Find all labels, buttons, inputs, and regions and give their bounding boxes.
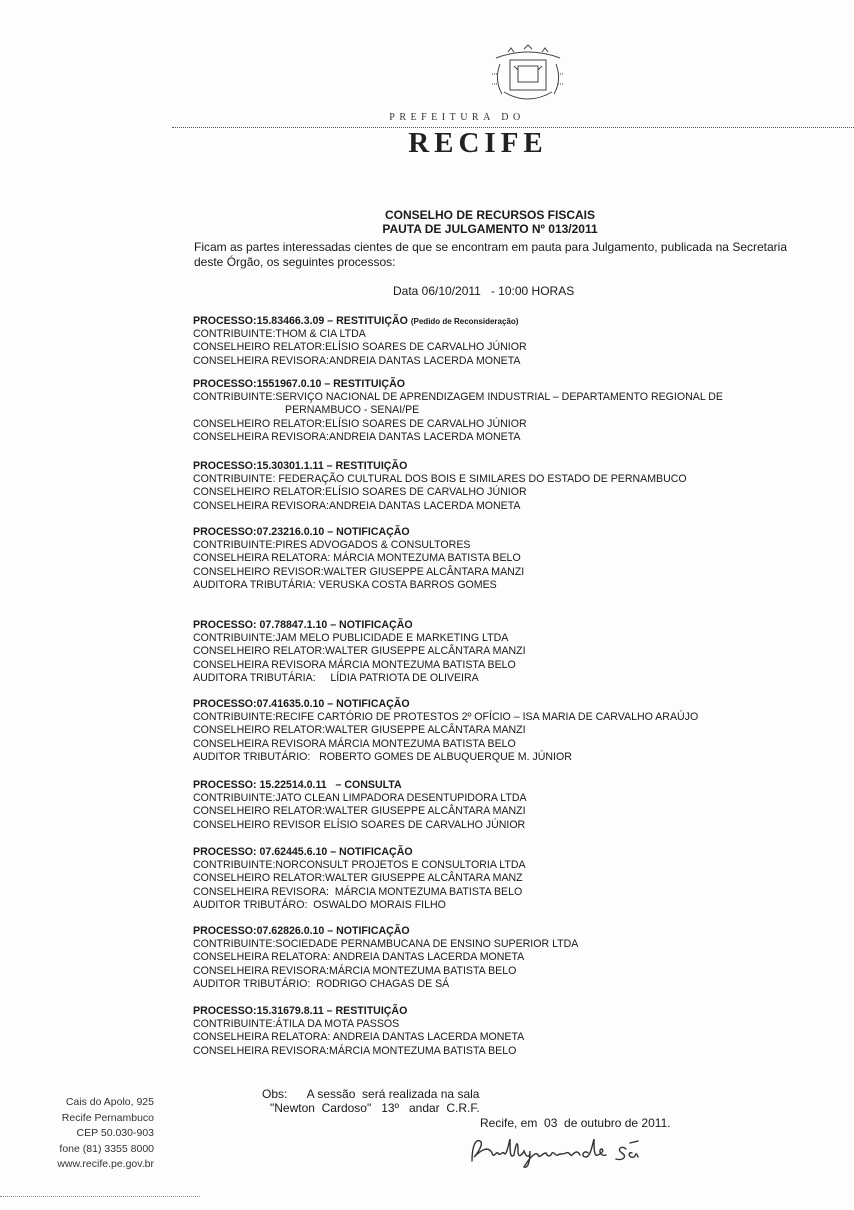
process-line: CONSELHEIRA REVISORA MÁRCIA MONTEZUMA BATISTA BELO [193, 737, 516, 750]
address-block [32, 1095, 154, 1173]
process-line: CONTRIBUINTE:NORCONSULT PROJETOS E CONSULTORIA LTDA [193, 859, 526, 872]
process-line: CONTRIBUINTE: FEDERAÇÃO CULTURAL DOS BOIS E SIMILARES DO ESTADO DE PERNAMBUCO [193, 473, 687, 486]
process-line: CONSELHEIRO REVISOR ELÍSIO SOARES DE CARVALHO JÚNIOR [193, 818, 526, 831]
dateline: Recife, em 03 de outubro de 2011. [480, 1116, 671, 1130]
process-line: CONTRIBUINTE:THOM & CIA LTDA [193, 328, 366, 341]
process-line: CONSELHEIRO RELATOR:ELÍSIO SOARES DE CARVALHO JÚNIOR [193, 486, 527, 499]
process-title: PROCESSO: 07.62445.6.10 – NOTIFICAÇÃO [193, 846, 413, 858]
process-entry [193, 925, 803, 991]
process-line: CONSELHEIRO REVISOR:WALTER GIUSEPPE ALCÂNTARA MANZI [193, 565, 525, 578]
process-line: CONSELHEIRA REVISORA:MÁRCIA MONTEZUMA BATISTA BELO [193, 964, 517, 977]
process-line: CONTRIBUINTE:PIRES ADVOGADOS & CONSULTORES [193, 539, 471, 552]
footer-divider [0, 1196, 200, 1197]
process-entry [193, 315, 803, 368]
process-note: (Pedido de Reconsideração) [410, 317, 519, 326]
process-line: AUDITOR TRIBUTÁRIO: RODRIGO CHAGAS DE SÁ [193, 977, 450, 990]
process-line: CONTRIBUINTE:ÁTILA DA MOTA PASSOS [193, 1018, 400, 1031]
agenda-title: PAUTA DE JULGAMENTO Nº 013/2011 [382, 222, 598, 236]
process-line: AUDITOR TRIBUTÁRIO: ROBERTO GOMES DE ALBUQUERQUE M. JÚNIOR [193, 750, 572, 763]
process-entry [193, 378, 803, 444]
process-line: CONSELHEIRO RELATOR:WALTER GIUSEPPE ALCÂNTARA MANZI [193, 645, 526, 658]
process-line: CONSELHEIRA RELATORA: ANDREIA DANTAS LACERDA MONETA [193, 951, 525, 964]
process-line: CONTRIBUINTE:SERVIÇO NACIONAL DE APRENDIZAGEM INDUSTRIAL – DEPARTAMENTO REGIONAL DE [193, 391, 723, 404]
process-title: PROCESSO:07.41635.0.10 – NOTIFICAÇÃO [193, 698, 410, 710]
council-name: CONSELHO DE RECURSOS FISCAIS [384, 208, 596, 222]
address-line: www.recife.pe.gov.br [57, 1158, 154, 1170]
process-line: CONTRIBUINTE:JAM MELO PUBLICIDADE E MARKETING LTDA [193, 632, 509, 645]
process-line: CONTRIBUINTE:SOCIEDADE PERNAMBUCANA DE ENSINO SUPERIOR LTDA [193, 938, 579, 951]
process-line: CONSELHEIRA REVISORA:MÁRCIA MONTEZUMA BATISTA BELO [193, 1044, 517, 1057]
handwritten-signature [466, 1131, 676, 1173]
process-title: PROCESSO: 15.22514.0.11 – CONSULTA [193, 779, 402, 791]
process-entry [193, 698, 803, 764]
address-line: Cais do Apolo, 925 [65, 1096, 154, 1108]
process-line: CONSELHEIRA REVISORA:ANDREIA DANTAS LACERDA MONETA [193, 354, 521, 367]
document-heading [0, 208, 854, 236]
intro-paragraph: Ficam as partes interessadas cientes de que se encontram em pauta para Julgamento, publicada na Secretaria deste Órgão, os seguintes processos: [194, 240, 788, 269]
process-title: PROCESSO:07.23216.0.10 – NOTIFICAÇÃO [193, 526, 410, 538]
process-entry [193, 1005, 803, 1058]
process-line: CONSELHEIRO RELATOR:ELÍSIO SOARES DE CARVALHO JÚNIOR [193, 341, 527, 354]
process-line: CONSELHEIRO RELATOR:ELÍSIO SOARES DE CARVALHO JÚNIOR [193, 417, 527, 430]
process-line: PERNAMBUCO - SENAI/PE [285, 404, 420, 417]
process-line: AUDITOR TRIBUTÁRO: OSWALDO MORAIS FILHO [193, 898, 446, 911]
process-line: CONTRIBUINTE:JATO CLEAN LIMPADORA DESENTUPIDORA LTDA [193, 792, 527, 805]
process-line: CONSELHEIRO RELATOR:WALTER GIUSEPPE ALCÂNTARA MANZ [193, 872, 523, 885]
process-line: AUDITORA TRIBUTÁRIA: VERUSKA COSTA BARROS GOMES [193, 578, 497, 591]
address-line: CEP 50.030-903 [76, 1127, 154, 1139]
observation-line: Obs: A sessão será realizada na sala [262, 1087, 480, 1101]
process-title: PROCESSO:1551967.0.10 – RESTITUIÇÃO [193, 378, 405, 390]
letterhead-city-name: RECIFE [408, 127, 548, 159]
process-line: CONSELHEIRO RELATOR:WALTER GIUSEPPE ALCÂNTARA MANZI [193, 805, 526, 818]
address-line: Recife Pernambuco [61, 1111, 154, 1124]
city-crest-icon [488, 44, 568, 110]
process-entry [193, 779, 803, 832]
address-line: fone (81) 3355 8000 [59, 1142, 154, 1155]
letterhead-org-line: PREFEITURA DO [389, 112, 525, 123]
process-title: PROCESSO:15.83466.3.09 – RESTITUIÇÃO [193, 315, 408, 327]
process-entry [193, 846, 803, 912]
process-line: CONSELHEIRA RELATORA: MÁRCIA MONTEZUMA BATISTA BELO [193, 552, 521, 565]
process-line: CONSELHEIRA REVISORA:ANDREIA DANTAS LACERDA MONETA [193, 430, 521, 443]
process-line: CONSELHEIRA REVISORA: MÁRCIA MONTEZUMA BATISTA BELO [193, 885, 523, 898]
session-date: Data 06/10/2011 - 10:00 HORAS [393, 284, 575, 298]
process-line: CONTRIBUINTE:RECIFE CARTÓRIO DE PROTESTOS 2º OFÍCIO – ISA MARIA DE CARVALHO ARAÚJO [193, 711, 699, 724]
process-entry [193, 460, 803, 513]
process-entry [193, 619, 803, 685]
observation-note [262, 1087, 480, 1115]
process-line: CONSELHEIRO RELATOR:WALTER GIUSEPPE ALCÂNTARA MANZI [193, 724, 526, 737]
process-entry [193, 526, 803, 592]
process-line: CONSELHEIRA REVISORA:ANDREIA DANTAS LACERDA MONETA [193, 499, 521, 512]
process-title: PROCESSO:15.31679.8.11 – RESTITUIÇÃO [193, 1005, 408, 1017]
process-title: PROCESSO: 07.78847.1.10 – NOTIFICAÇÃO [193, 619, 413, 631]
observation-line: "Newton Cardoso" 13º andar C.R.F. [270, 1101, 480, 1115]
process-title: PROCESSO:15.30301.1.11 – RESTITUIÇÃO [193, 460, 408, 472]
process-line: CONSELHEIRA RELATORA: ANDREIA DANTAS LACERDA MONETA [193, 1031, 525, 1044]
process-line: AUDITORA TRIBUTÁRIA: LÍDIA PATRIOTA DE OLIVEIRA [193, 671, 479, 684]
process-line: CONSELHEIRA REVISORA MÁRCIA MONTEZUMA BATISTA BELO [193, 658, 516, 671]
process-title: PROCESSO:07.62826.0.10 – NOTIFICAÇÃO [193, 925, 410, 937]
